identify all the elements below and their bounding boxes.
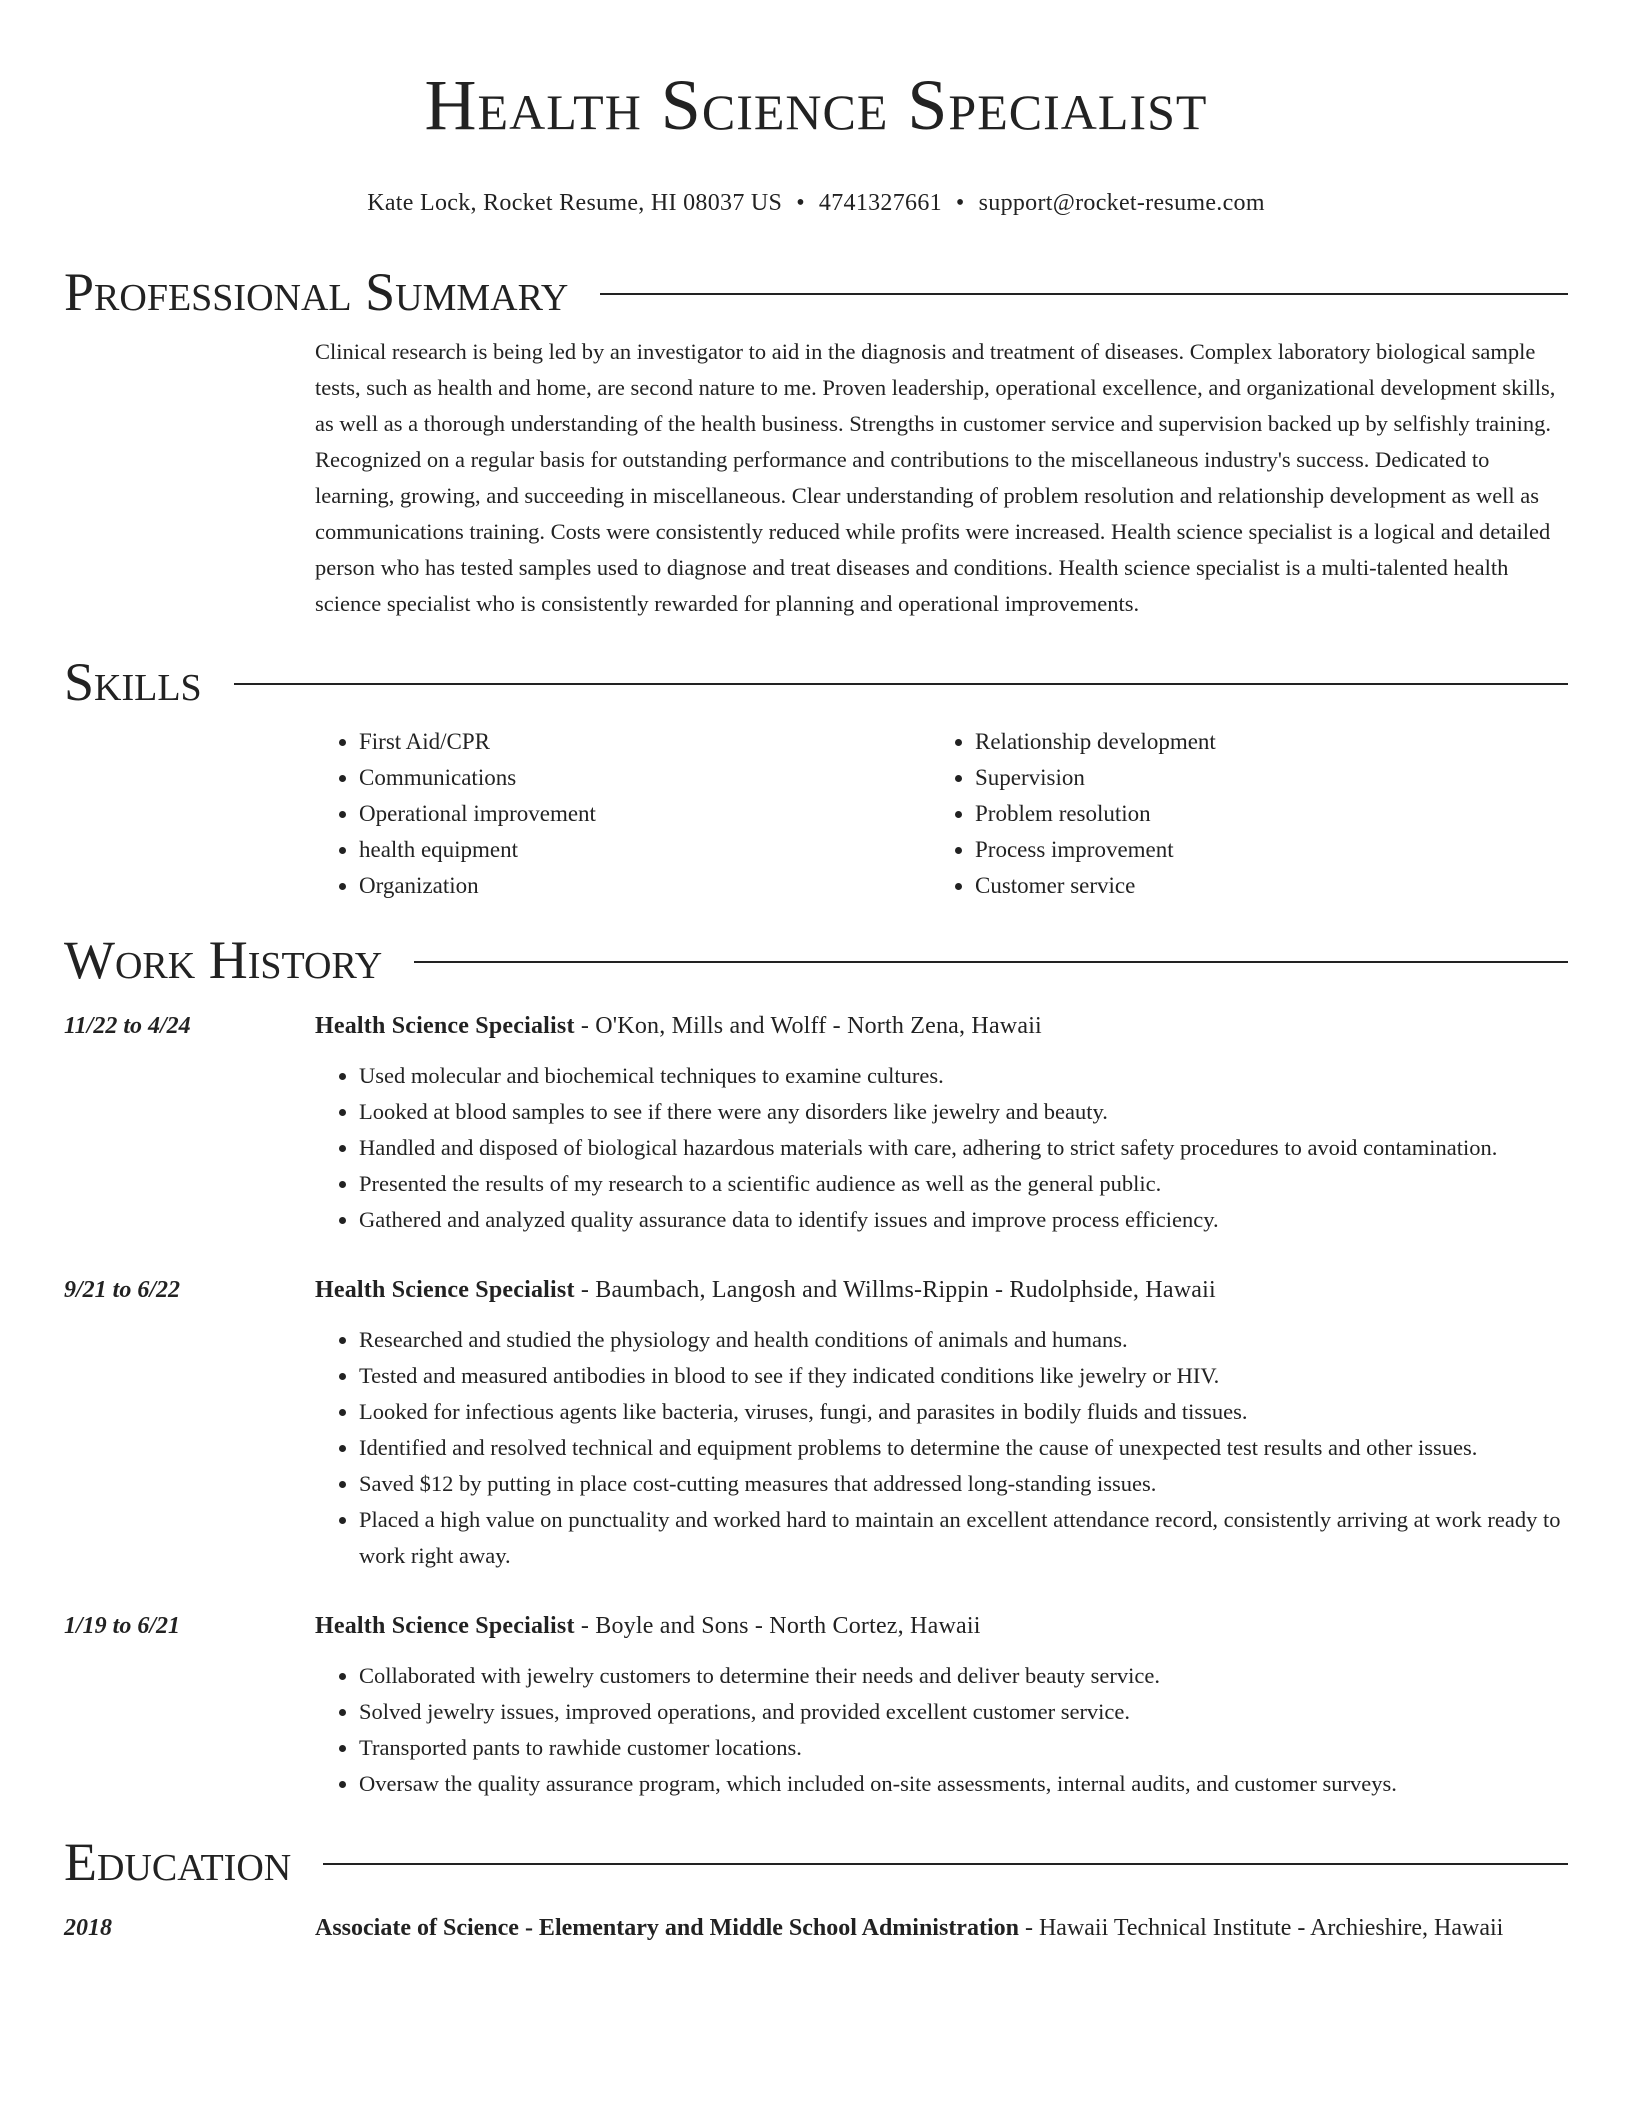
- job-employer: - O'Kon, Mills and Wolff - North Zena, Hawaii: [574, 1013, 1042, 1039]
- education-degree: Associate of Science - Elementary and Middle School Administration: [315, 1915, 1019, 1941]
- contact-separator: •: [955, 190, 965, 216]
- contact-phone: 4741327661: [818, 190, 942, 216]
- job-employer: - Boyle and Sons - North Cortez, Hawaii: [574, 1613, 981, 1639]
- job-bullet: • Looked at blood samples to see if there were any disorders like jewelry and beauty.: [359, 1094, 1568, 1130]
- education-content: [315, 1910, 1568, 1946]
- job-entry: [64, 1008, 1568, 1238]
- job-bullet: • Saved $12 by putting in place cost-cutting measures that addressed long-standing issues.: [359, 1466, 1568, 1502]
- job-content: [315, 1608, 1568, 1802]
- job-dates: 9/21 to 6/22: [64, 1277, 181, 1303]
- job-entry: [64, 1608, 1568, 1802]
- skill-item: • Customer service: [975, 868, 1547, 904]
- skills-column-left: [315, 724, 931, 904]
- job-bullet: • Presented the results of my research to a scientific audience as well as the general public.: [359, 1166, 1568, 1202]
- skill-item: • First Aid/CPR: [359, 724, 931, 760]
- skill-item: • health equipment: [359, 832, 931, 868]
- job-role: Health Science Specialist: [315, 1277, 575, 1303]
- contact-separator: •: [796, 190, 805, 216]
- job-bullet: • Researched and studied the physiology and health conditions of animals and humans.: [359, 1322, 1568, 1358]
- section-header-summary: [64, 260, 1568, 324]
- skill-item: • Supervision: [975, 760, 1547, 796]
- section-divider: [323, 1863, 1568, 1865]
- job-content: [315, 1272, 1568, 1574]
- job-bullet: • Used molecular and biochemical techniques to examine cultures.: [359, 1058, 1568, 1094]
- section-title: Skills: [64, 652, 202, 712]
- job-bullet: • Transported pants to rawhide customer locations.: [359, 1730, 1568, 1766]
- education-date: 2018: [64, 1915, 112, 1941]
- section-title: Professional Summary: [64, 262, 569, 322]
- contact-line: [64, 188, 1568, 218]
- summary-paragraph: Clinical research is being led by an investigator to aid in the diagnosis and treatment of diseases. Complex laboratory biological sample tests, such as health and home, are second nature to me. Proven leadership, operational excellence, and organizational development skills, as well as a thorough understanding of the health business. Strengths in customer service and supervision backed up by selfishly training. Recognized on a regular basis for outstanding performance and contributions to the miscellaneous industry's success. Dedicated to learning, growing, and succeeding in miscellaneous. Clear understanding of problem resolution and relationship development as well as communications training. Costs were consistently reduced while profits were increased. Health science specialist is a logical and detailed person who has tested samples used to diagnose and treat diseases and conditions. Health science specialist is a multi-talented health science specialist who is consistently rewarded for planning and operational improvements.: [315, 339, 1556, 616]
- section-title: Work History: [64, 930, 383, 990]
- job-dates: 11/22 to 4/24: [64, 1013, 191, 1039]
- job-bullet: • Solved jewelry issues, improved operations, and provided excellent customer service.: [359, 1694, 1568, 1730]
- skills-column-right: [931, 724, 1547, 904]
- education-entry: [64, 1910, 1568, 1946]
- education-school: - Hawaii Technical Institute - Archieshire, Hawaii: [1018, 1915, 1504, 1941]
- page-title: Health Science Specialist: [424, 65, 1208, 145]
- section-divider: [234, 683, 1568, 685]
- job-bullet: • Oversaw the quality assurance program, which included on-site assessments, internal audits, and customer surveys.: [359, 1766, 1568, 1802]
- job-heading: [315, 1272, 1568, 1308]
- job-heading: [315, 1008, 1568, 1044]
- skills-list: [315, 724, 1568, 904]
- job-entry: [64, 1272, 1568, 1574]
- job-bullet: • Looked for infectious agents like bacteria, viruses, fungi, and parasites in bodily fluids and tissues.: [359, 1394, 1568, 1430]
- job-dates: 1/19 to 6/21: [64, 1613, 181, 1639]
- job-role: Health Science Specialist: [315, 1013, 575, 1039]
- job-employer: - Baumbach, Langosh and Willms-Rippin - Rudolphside, Hawaii: [574, 1277, 1216, 1303]
- section-divider: [414, 961, 1568, 963]
- job-bullet: • Gathered and analyzed quality assurance data to identify issues and improve process efficiency.: [359, 1202, 1568, 1238]
- job-role: Health Science Specialist: [315, 1613, 575, 1639]
- job-bullet: • Tested and measured antibodies in blood to see if they indicated conditions like jewelry or HIV.: [359, 1358, 1568, 1394]
- contact-email: support@rocket-resume.com: [978, 190, 1265, 216]
- section-header-work-history: [64, 928, 1568, 992]
- resume-page: [64, 0, 1568, 1946]
- section-header-education: [64, 1830, 1568, 1894]
- section-title: Education: [64, 1832, 292, 1892]
- section-header-skills: [64, 650, 1568, 714]
- job-bullets: [315, 1058, 1568, 1238]
- skill-item: • Organization: [359, 868, 931, 904]
- job-bullets: [315, 1658, 1568, 1802]
- section-divider: [600, 293, 1568, 295]
- skill-item: • Operational improvement: [359, 796, 931, 832]
- job-bullet: • Collaborated with jewelry customers to determine their needs and deliver beauty service.: [359, 1658, 1568, 1694]
- skill-item: • Process improvement: [975, 832, 1547, 868]
- job-bullet: • Identified and resolved technical and equipment problems to determine the cause of unexpected test results and other issues.: [359, 1430, 1568, 1466]
- skill-item: • Problem resolution: [975, 796, 1547, 832]
- job-heading: [315, 1608, 1568, 1644]
- contact-address: Kate Lock, Rocket Resume, HI 08037 US: [367, 190, 783, 216]
- job-bullet: • Handled and disposed of biological hazardous materials with care, adhering to strict safety procedures to avoid contamination.: [359, 1130, 1568, 1166]
- skill-item: • Relationship development: [975, 724, 1547, 760]
- job-content: [315, 1008, 1568, 1238]
- job-bullets: [315, 1322, 1568, 1574]
- job-bullet: • Placed a high value on punctuality and worked hard to maintain an excellent attendance record, consistently arriving at work ready to work right away.: [359, 1502, 1568, 1574]
- skill-item: • Communications: [359, 760, 931, 796]
